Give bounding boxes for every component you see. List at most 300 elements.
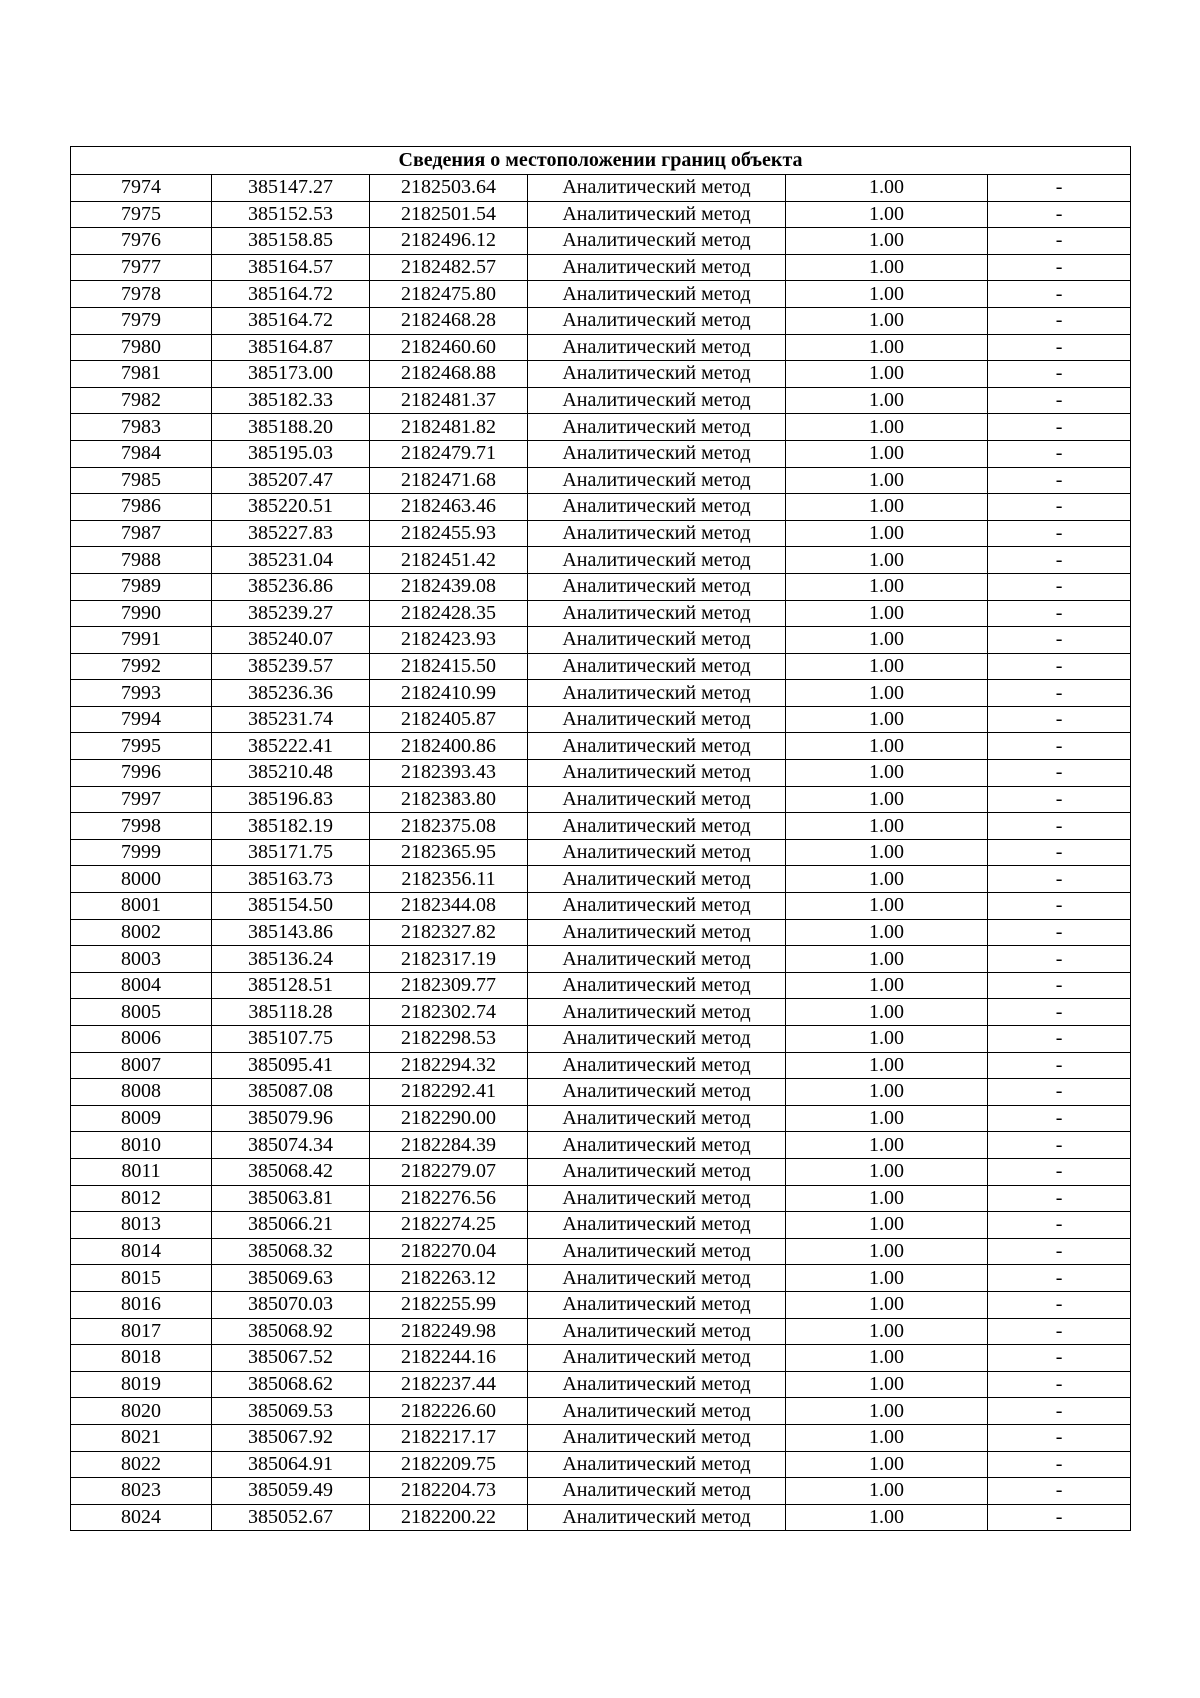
method-cell: Аналитический метод: [528, 999, 786, 1026]
x-coordinate-cell: 385063.81: [212, 1185, 370, 1212]
x-coordinate-cell: 385222.41: [212, 733, 370, 760]
x-coordinate-cell: 385068.32: [212, 1238, 370, 1265]
method-cell: Аналитический метод: [528, 520, 786, 547]
point-number-cell: 8013: [71, 1212, 212, 1239]
y-coordinate-cell: 2182200.22: [370, 1504, 528, 1531]
point-number-cell: 7999: [71, 839, 212, 866]
x-coordinate-cell: 385147.27: [212, 175, 370, 202]
y-coordinate-cell: 2182309.77: [370, 972, 528, 999]
x-coordinate-cell: 385196.83: [212, 786, 370, 813]
y-coordinate-cell: 2182298.53: [370, 1026, 528, 1053]
description-cell: -: [988, 1371, 1131, 1398]
x-coordinate-cell: 385171.75: [212, 839, 370, 866]
accuracy-cell: 1.00: [786, 999, 988, 1026]
table-row: [71, 919, 1131, 946]
x-coordinate-cell: 385064.91: [212, 1451, 370, 1478]
table-row: [71, 1451, 1131, 1478]
x-coordinate-cell: 385068.92: [212, 1318, 370, 1345]
point-number-cell: 8018: [71, 1345, 212, 1372]
method-cell: Аналитический метод: [528, 1212, 786, 1239]
point-number-cell: 7989: [71, 573, 212, 600]
point-number-cell: 8024: [71, 1504, 212, 1531]
x-coordinate-cell: 385220.51: [212, 494, 370, 521]
point-number-cell: 8022: [71, 1451, 212, 1478]
x-coordinate-cell: 385195.03: [212, 440, 370, 467]
description-cell: -: [988, 972, 1131, 999]
point-number-cell: 7979: [71, 307, 212, 334]
x-coordinate-cell: 385240.07: [212, 627, 370, 654]
accuracy-cell: 1.00: [786, 813, 988, 840]
method-cell: Аналитический метод: [528, 1026, 786, 1053]
table-row: [71, 1345, 1131, 1372]
point-number-cell: 7976: [71, 228, 212, 255]
table-row: [71, 547, 1131, 574]
description-cell: -: [988, 387, 1131, 414]
table-row: [71, 946, 1131, 973]
description-cell: -: [988, 1158, 1131, 1185]
accuracy-cell: 1.00: [786, 653, 988, 680]
point-number-cell: 7980: [71, 334, 212, 361]
description-cell: -: [988, 520, 1131, 547]
table-row: [71, 1265, 1131, 1292]
point-number-cell: 8016: [71, 1291, 212, 1318]
accuracy-cell: 1.00: [786, 254, 988, 281]
table-row: [71, 1105, 1131, 1132]
y-coordinate-cell: 2182482.57: [370, 254, 528, 281]
y-coordinate-cell: 2182428.35: [370, 600, 528, 627]
accuracy-cell: 1.00: [786, 1424, 988, 1451]
y-coordinate-cell: 2182463.46: [370, 494, 528, 521]
method-cell: Аналитический метод: [528, 600, 786, 627]
method-cell: Аналитический метод: [528, 440, 786, 467]
description-cell: -: [988, 919, 1131, 946]
point-number-cell: 8003: [71, 946, 212, 973]
accuracy-cell: 1.00: [786, 520, 988, 547]
accuracy-cell: 1.00: [786, 946, 988, 973]
y-coordinate-cell: 2182455.93: [370, 520, 528, 547]
x-coordinate-cell: 385236.86: [212, 573, 370, 600]
description-cell: -: [988, 228, 1131, 255]
method-cell: Аналитический метод: [528, 1345, 786, 1372]
method-cell: Аналитический метод: [528, 387, 786, 414]
x-coordinate-cell: 385210.48: [212, 760, 370, 787]
y-coordinate-cell: 2182344.08: [370, 893, 528, 920]
x-coordinate-cell: 385239.27: [212, 600, 370, 627]
method-cell: Аналитический метод: [528, 972, 786, 999]
x-coordinate-cell: 385079.96: [212, 1105, 370, 1132]
x-coordinate-cell: 385070.03: [212, 1291, 370, 1318]
description-cell: -: [988, 1398, 1131, 1425]
y-coordinate-cell: 2182400.86: [370, 733, 528, 760]
description-cell: -: [988, 627, 1131, 654]
x-coordinate-cell: 385087.08: [212, 1079, 370, 1106]
point-number-cell: 8014: [71, 1238, 212, 1265]
table-row: [71, 228, 1131, 255]
method-cell: Аналитический метод: [528, 1132, 786, 1159]
point-number-cell: 7982: [71, 387, 212, 414]
method-cell: Аналитический метод: [528, 1158, 786, 1185]
y-coordinate-cell: 2182415.50: [370, 653, 528, 680]
x-coordinate-cell: 385164.87: [212, 334, 370, 361]
accuracy-cell: 1.00: [786, 573, 988, 600]
accuracy-cell: 1.00: [786, 1265, 988, 1292]
method-cell: Аналитический метод: [528, 494, 786, 521]
description-cell: -: [988, 786, 1131, 813]
description-cell: -: [988, 999, 1131, 1026]
document-page: [70, 146, 1130, 1531]
method-cell: Аналитический метод: [528, 866, 786, 893]
point-number-cell: 8006: [71, 1026, 212, 1053]
accuracy-cell: 1.00: [786, 1451, 988, 1478]
description-cell: -: [988, 653, 1131, 680]
table-row: [71, 201, 1131, 228]
description-cell: -: [988, 547, 1131, 574]
description-cell: -: [988, 946, 1131, 973]
x-coordinate-cell: 385059.49: [212, 1478, 370, 1505]
x-coordinate-cell: 385154.50: [212, 893, 370, 920]
point-number-cell: 8004: [71, 972, 212, 999]
x-coordinate-cell: 385182.19: [212, 813, 370, 840]
y-coordinate-cell: 2182479.71: [370, 440, 528, 467]
point-number-cell: 7977: [71, 254, 212, 281]
x-coordinate-cell: 385239.57: [212, 653, 370, 680]
x-coordinate-cell: 385188.20: [212, 414, 370, 441]
accuracy-cell: 1.00: [786, 387, 988, 414]
accuracy-cell: 1.00: [786, 706, 988, 733]
description-cell: -: [988, 1504, 1131, 1531]
accuracy-cell: 1.00: [786, 1026, 988, 1053]
point-number-cell: 8021: [71, 1424, 212, 1451]
point-number-cell: 7984: [71, 440, 212, 467]
accuracy-cell: 1.00: [786, 893, 988, 920]
point-number-cell: 8019: [71, 1371, 212, 1398]
description-cell: -: [988, 1132, 1131, 1159]
table-row: [71, 175, 1131, 202]
table-row: [71, 1026, 1131, 1053]
table-row: [71, 1424, 1131, 1451]
y-coordinate-cell: 2182475.80: [370, 281, 528, 308]
description-cell: -: [988, 1451, 1131, 1478]
accuracy-cell: 1.00: [786, 1371, 988, 1398]
description-cell: -: [988, 813, 1131, 840]
point-number-cell: 8005: [71, 999, 212, 1026]
method-cell: Аналитический метод: [528, 1478, 786, 1505]
y-coordinate-cell: 2182270.04: [370, 1238, 528, 1265]
method-cell: Аналитический метод: [528, 786, 786, 813]
method-cell: Аналитический метод: [528, 893, 786, 920]
description-cell: -: [988, 494, 1131, 521]
table-row: [71, 467, 1131, 494]
table-row: [71, 307, 1131, 334]
x-coordinate-cell: 385158.85: [212, 228, 370, 255]
point-number-cell: 8002: [71, 919, 212, 946]
y-coordinate-cell: 2182294.32: [370, 1052, 528, 1079]
x-coordinate-cell: 385069.53: [212, 1398, 370, 1425]
y-coordinate-cell: 2182481.37: [370, 387, 528, 414]
x-coordinate-cell: 385107.75: [212, 1026, 370, 1053]
y-coordinate-cell: 2182383.80: [370, 786, 528, 813]
method-cell: Аналитический метод: [528, 627, 786, 654]
accuracy-cell: 1.00: [786, 972, 988, 999]
description-cell: -: [988, 839, 1131, 866]
table-row: [71, 680, 1131, 707]
x-coordinate-cell: 385164.72: [212, 307, 370, 334]
accuracy-cell: 1.00: [786, 1345, 988, 1372]
method-cell: Аналитический метод: [528, 254, 786, 281]
y-coordinate-cell: 2182496.12: [370, 228, 528, 255]
y-coordinate-cell: 2182471.68: [370, 467, 528, 494]
x-coordinate-cell: 385095.41: [212, 1052, 370, 1079]
point-number-cell: 8010: [71, 1132, 212, 1159]
table-row: [71, 866, 1131, 893]
method-cell: Аналитический метод: [528, 281, 786, 308]
table-row: [71, 839, 1131, 866]
y-coordinate-cell: 2182292.41: [370, 1079, 528, 1106]
table-row: [71, 999, 1131, 1026]
method-cell: Аналитический метод: [528, 1105, 786, 1132]
table-row: [71, 1158, 1131, 1185]
point-number-cell: 8009: [71, 1105, 212, 1132]
description-cell: -: [988, 1478, 1131, 1505]
point-number-cell: 7994: [71, 706, 212, 733]
point-number-cell: 7985: [71, 467, 212, 494]
method-cell: Аналитический метод: [528, 414, 786, 441]
x-coordinate-cell: 385163.73: [212, 866, 370, 893]
table-row: [71, 440, 1131, 467]
y-coordinate-cell: 2182501.54: [370, 201, 528, 228]
point-number-cell: 8017: [71, 1318, 212, 1345]
accuracy-cell: 1.00: [786, 1052, 988, 1079]
point-number-cell: 7975: [71, 201, 212, 228]
point-number-cell: 8015: [71, 1265, 212, 1292]
x-coordinate-cell: 385173.00: [212, 361, 370, 388]
x-coordinate-cell: 385231.04: [212, 547, 370, 574]
method-cell: Аналитический метод: [528, 307, 786, 334]
x-coordinate-cell: 385182.33: [212, 387, 370, 414]
accuracy-cell: 1.00: [786, 361, 988, 388]
point-number-cell: 7995: [71, 733, 212, 760]
y-coordinate-cell: 2182226.60: [370, 1398, 528, 1425]
x-coordinate-cell: 385068.62: [212, 1371, 370, 1398]
method-cell: Аналитический метод: [528, 201, 786, 228]
point-number-cell: 7998: [71, 813, 212, 840]
table-row: [71, 494, 1131, 521]
method-cell: Аналитический метод: [528, 706, 786, 733]
accuracy-cell: 1.00: [786, 467, 988, 494]
table-row: [71, 1132, 1131, 1159]
table-body: [71, 175, 1131, 1531]
description-cell: -: [988, 1265, 1131, 1292]
x-coordinate-cell: 385067.52: [212, 1345, 370, 1372]
description-cell: -: [988, 706, 1131, 733]
method-cell: Аналитический метод: [528, 467, 786, 494]
y-coordinate-cell: 2182375.08: [370, 813, 528, 840]
point-number-cell: 7983: [71, 414, 212, 441]
table-row: [71, 733, 1131, 760]
accuracy-cell: 1.00: [786, 1079, 988, 1106]
method-cell: Аналитический метод: [528, 1079, 786, 1106]
method-cell: Аналитический метод: [528, 361, 786, 388]
y-coordinate-cell: 2182255.99: [370, 1291, 528, 1318]
description-cell: -: [988, 733, 1131, 760]
y-coordinate-cell: 2182468.88: [370, 361, 528, 388]
y-coordinate-cell: 2182302.74: [370, 999, 528, 1026]
description-cell: -: [988, 1052, 1131, 1079]
table-row: [71, 706, 1131, 733]
accuracy-cell: 1.00: [786, 627, 988, 654]
method-cell: Аналитический метод: [528, 839, 786, 866]
y-coordinate-cell: 2182503.64: [370, 175, 528, 202]
table-row: [71, 653, 1131, 680]
table-row: [71, 1052, 1131, 1079]
x-coordinate-cell: 385236.36: [212, 680, 370, 707]
y-coordinate-cell: 2182237.44: [370, 1371, 528, 1398]
table-row: [71, 1318, 1131, 1345]
method-cell: Аналитический метод: [528, 760, 786, 787]
method-cell: Аналитический метод: [528, 1424, 786, 1451]
accuracy-cell: 1.00: [786, 839, 988, 866]
accuracy-cell: 1.00: [786, 201, 988, 228]
point-number-cell: 7981: [71, 361, 212, 388]
point-number-cell: 8001: [71, 893, 212, 920]
table-row: [71, 387, 1131, 414]
y-coordinate-cell: 2182209.75: [370, 1451, 528, 1478]
y-coordinate-cell: 2182410.99: [370, 680, 528, 707]
accuracy-cell: 1.00: [786, 281, 988, 308]
x-coordinate-cell: 385118.28: [212, 999, 370, 1026]
x-coordinate-cell: 385143.86: [212, 919, 370, 946]
accuracy-cell: 1.00: [786, 760, 988, 787]
accuracy-cell: 1.00: [786, 919, 988, 946]
x-coordinate-cell: 385052.67: [212, 1504, 370, 1531]
table-row: [71, 414, 1131, 441]
description-cell: -: [988, 175, 1131, 202]
method-cell: Аналитический метод: [528, 1398, 786, 1425]
method-cell: Аналитический метод: [528, 733, 786, 760]
y-coordinate-cell: 2182249.98: [370, 1318, 528, 1345]
table-row: [71, 1478, 1131, 1505]
accuracy-cell: 1.00: [786, 786, 988, 813]
table-row: [71, 600, 1131, 627]
table-row: [71, 627, 1131, 654]
point-number-cell: 7988: [71, 547, 212, 574]
method-cell: Аналитический метод: [528, 919, 786, 946]
accuracy-cell: 1.00: [786, 307, 988, 334]
table-row: [71, 893, 1131, 920]
x-coordinate-cell: 385231.74: [212, 706, 370, 733]
method-cell: Аналитический метод: [528, 175, 786, 202]
method-cell: Аналитический метод: [528, 946, 786, 973]
table-row: [71, 972, 1131, 999]
method-cell: Аналитический метод: [528, 1238, 786, 1265]
method-cell: Аналитический метод: [528, 573, 786, 600]
point-number-cell: 8008: [71, 1079, 212, 1106]
description-cell: -: [988, 680, 1131, 707]
point-number-cell: 7993: [71, 680, 212, 707]
y-coordinate-cell: 2182481.82: [370, 414, 528, 441]
description-cell: -: [988, 1424, 1131, 1451]
method-cell: Аналитический метод: [528, 813, 786, 840]
table-row: [71, 786, 1131, 813]
y-coordinate-cell: 2182365.95: [370, 839, 528, 866]
accuracy-cell: 1.00: [786, 1158, 988, 1185]
accuracy-cell: 1.00: [786, 1478, 988, 1505]
y-coordinate-cell: 2182274.25: [370, 1212, 528, 1239]
method-cell: Аналитический метод: [528, 1265, 786, 1292]
point-number-cell: 7974: [71, 175, 212, 202]
method-cell: Аналитический метод: [528, 1371, 786, 1398]
y-coordinate-cell: 2182451.42: [370, 547, 528, 574]
y-coordinate-cell: 2182393.43: [370, 760, 528, 787]
table-row: [71, 1238, 1131, 1265]
description-cell: -: [988, 1238, 1131, 1265]
accuracy-cell: 1.00: [786, 1318, 988, 1345]
point-number-cell: 8023: [71, 1478, 212, 1505]
point-number-cell: 7978: [71, 281, 212, 308]
method-cell: Аналитический метод: [528, 1504, 786, 1531]
description-cell: -: [988, 361, 1131, 388]
y-coordinate-cell: 2182244.16: [370, 1345, 528, 1372]
description-cell: -: [988, 573, 1131, 600]
method-cell: Аналитический метод: [528, 1052, 786, 1079]
accuracy-cell: 1.00: [786, 228, 988, 255]
y-coordinate-cell: 2182423.93: [370, 627, 528, 654]
y-coordinate-cell: 2182405.87: [370, 706, 528, 733]
method-cell: Аналитический метод: [528, 334, 786, 361]
accuracy-cell: 1.00: [786, 1105, 988, 1132]
table-row: [71, 813, 1131, 840]
description-cell: -: [988, 281, 1131, 308]
point-number-cell: 8000: [71, 866, 212, 893]
point-number-cell: 8012: [71, 1185, 212, 1212]
y-coordinate-cell: 2182290.00: [370, 1105, 528, 1132]
method-cell: Аналитический метод: [528, 1451, 786, 1478]
y-coordinate-cell: 2182263.12: [370, 1265, 528, 1292]
point-number-cell: 7986: [71, 494, 212, 521]
method-cell: Аналитический метод: [528, 547, 786, 574]
description-cell: -: [988, 1345, 1131, 1372]
table-title: Сведения о местоположении границ объекта: [71, 147, 1131, 175]
boundary-coordinates-table: [70, 146, 1131, 1531]
description-cell: -: [988, 1185, 1131, 1212]
point-number-cell: 7987: [71, 520, 212, 547]
description-cell: -: [988, 440, 1131, 467]
description-cell: -: [988, 760, 1131, 787]
accuracy-cell: 1.00: [786, 547, 988, 574]
table-row: [71, 1212, 1131, 1239]
y-coordinate-cell: 2182317.19: [370, 946, 528, 973]
x-coordinate-cell: 385164.72: [212, 281, 370, 308]
table-row: [71, 361, 1131, 388]
accuracy-cell: 1.00: [786, 680, 988, 707]
x-coordinate-cell: 385069.63: [212, 1265, 370, 1292]
table-row: [71, 254, 1131, 281]
accuracy-cell: 1.00: [786, 1185, 988, 1212]
x-coordinate-cell: 385074.34: [212, 1132, 370, 1159]
y-coordinate-cell: 2182327.82: [370, 919, 528, 946]
point-number-cell: 8020: [71, 1398, 212, 1425]
x-coordinate-cell: 385207.47: [212, 467, 370, 494]
method-cell: Аналитический метод: [528, 1185, 786, 1212]
x-coordinate-cell: 385067.92: [212, 1424, 370, 1451]
method-cell: Аналитический метод: [528, 653, 786, 680]
table-row: [71, 1079, 1131, 1106]
y-coordinate-cell: 2182217.17: [370, 1424, 528, 1451]
y-coordinate-cell: 2182468.28: [370, 307, 528, 334]
accuracy-cell: 1.00: [786, 1291, 988, 1318]
description-cell: -: [988, 866, 1131, 893]
accuracy-cell: 1.00: [786, 494, 988, 521]
